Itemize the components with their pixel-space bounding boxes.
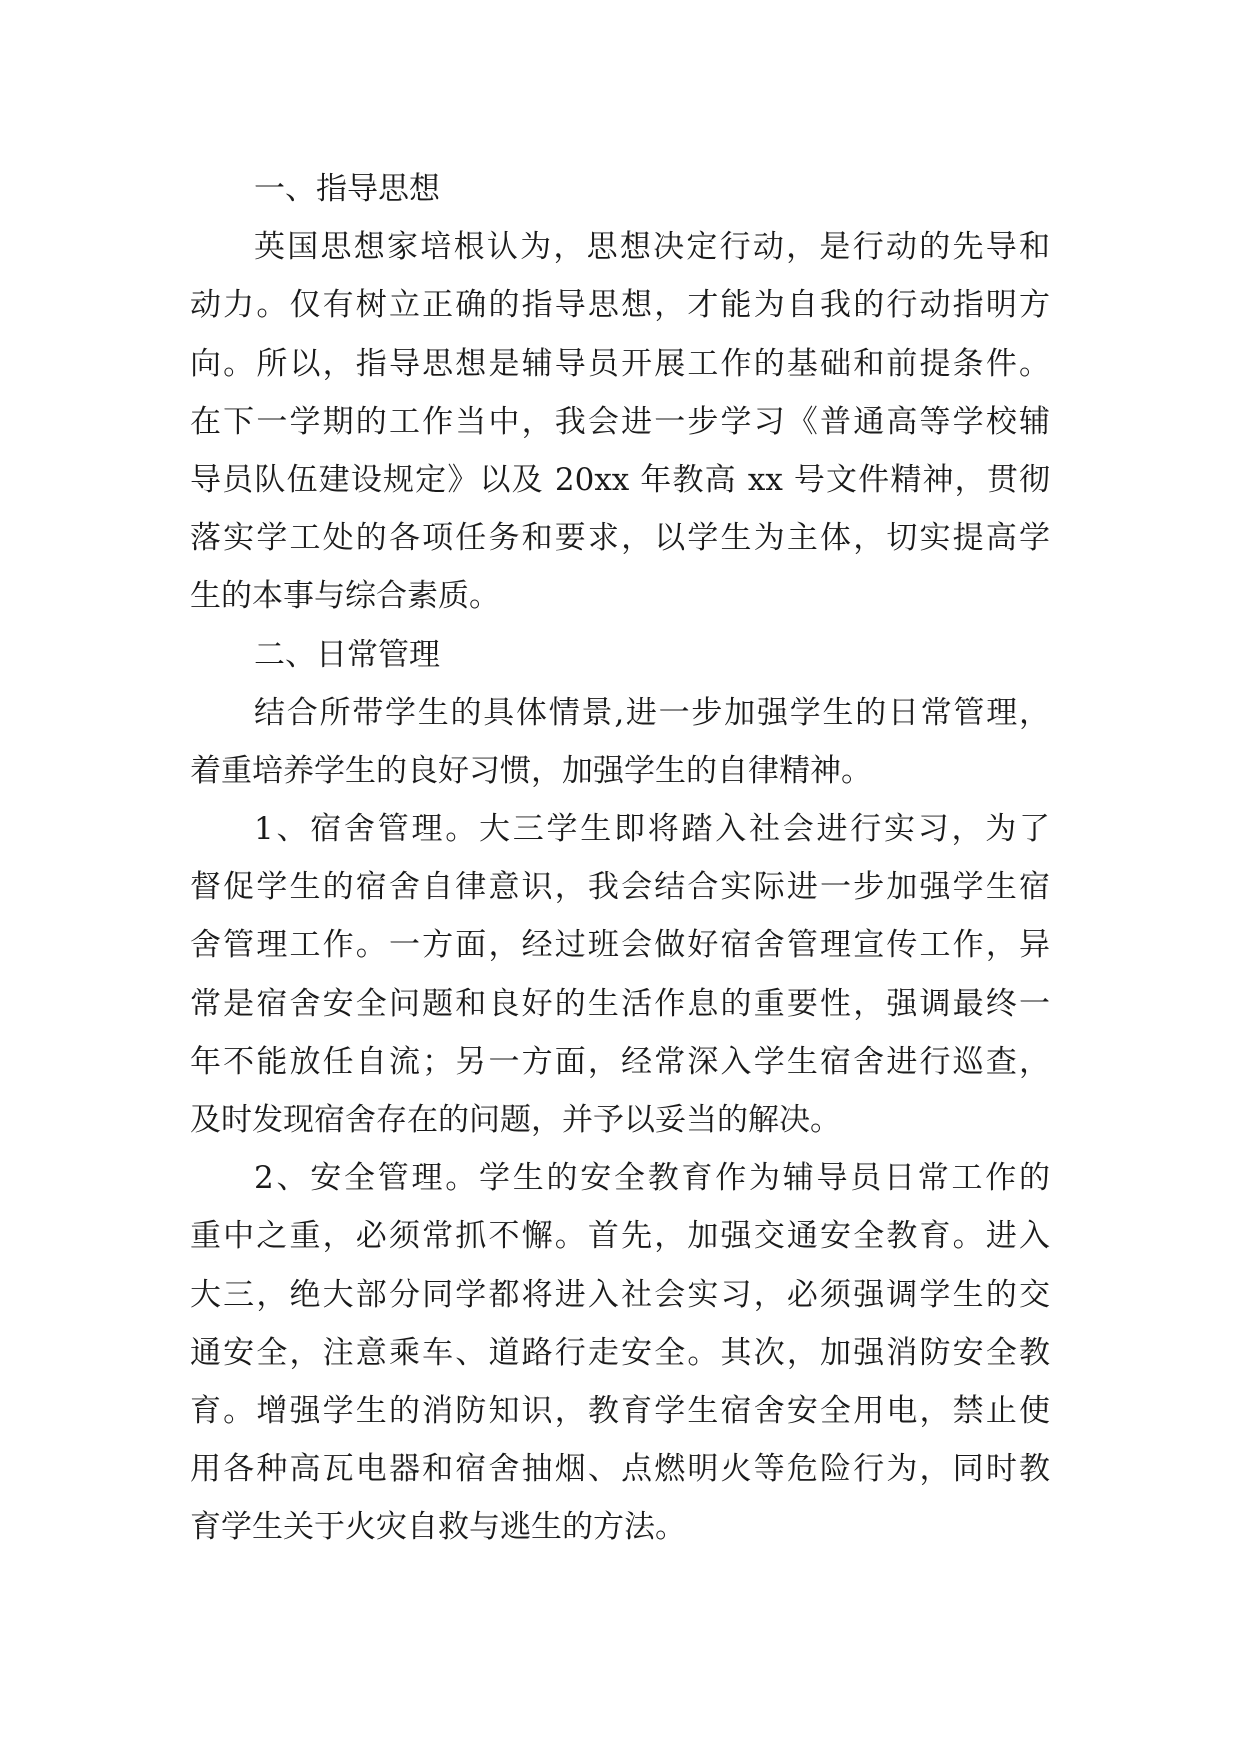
text-line: 舍管理工作。一方面，经过班会做好宿舍管理宣传工作，异 [190, 927, 1050, 964]
document-body [190, 160, 1050, 1557]
text-line: 及时发现宿舍存在的问题，并予以妥当的解决。 [190, 1102, 841, 1138]
text-line: 结合所带学生的具体情景,进一步加强学生的日常管理， [254, 694, 1050, 731]
text-line: 育。增强学生的消防知识，教育学生宿舍安全用电，禁止使 [190, 1392, 1050, 1429]
text-line: 一、指导思想 [254, 171, 440, 207]
text-line: 向。所以，指导思想是辅导员开展工作的基础和前提条件。 [190, 345, 1050, 382]
text-line: 生的本事与综合素质。 [190, 578, 500, 615]
text-line: 2、安全管理。学生的安全教育作为辅导员日常工作的 [254, 1160, 1050, 1197]
text-line: 通安全，注意乘车、道路行走安全。其次，加强消防安全教 [190, 1334, 1050, 1371]
text-line: 育学生关于火灾自救与逃生的方法。 [190, 1509, 686, 1546]
text-line: 落实学工处的各项任务和要求，以学生为主体，切实提高学 [190, 520, 1050, 557]
text-line: 二、日常管理 [254, 636, 440, 673]
text-line: 用各种高瓦电器和宿舍抽烟、点燃明火等危险行为，同时教 [190, 1451, 1050, 1488]
text-line: 大三，绝大部分同学都将进入社会实习，必须强调学生的交 [190, 1276, 1050, 1313]
text-line: 在下一学期的工作当中，我会进一步学习《普通高等学校辅 [190, 403, 1050, 440]
text-line: 年不能放任自流；另一方面，经常深入学生宿舍进行巡查， [190, 1043, 1050, 1080]
text-line: 督促学生的宿舍自律意识，我会结合实际进一步加强学生宿 [190, 869, 1050, 906]
text-line: 动力。仅有树立正确的指导思想，才能为自我的行动指明方 [190, 287, 1050, 324]
text-line: 着重培养学生的良好习惯，加强学生的自律精神。 [190, 752, 872, 789]
text-line: 1、宿舍管理。大三学生即将踏入社会进行实习，为了 [254, 811, 1050, 848]
text-line: 英国思想家培根认为，思想决定行动，是行动的先导和 [254, 229, 1050, 266]
text-line: 重中之重，必须常抓不懈。首先，加强交通安全教育。进入 [190, 1218, 1050, 1255]
text-line: 导员队伍建设规定》以及 20xx 年教高 xx 号文件精神，贯彻 [190, 461, 1050, 498]
text-line: 常是宿舍安全问题和良好的生活作息的重要性，强调最终一 [190, 985, 1050, 1022]
